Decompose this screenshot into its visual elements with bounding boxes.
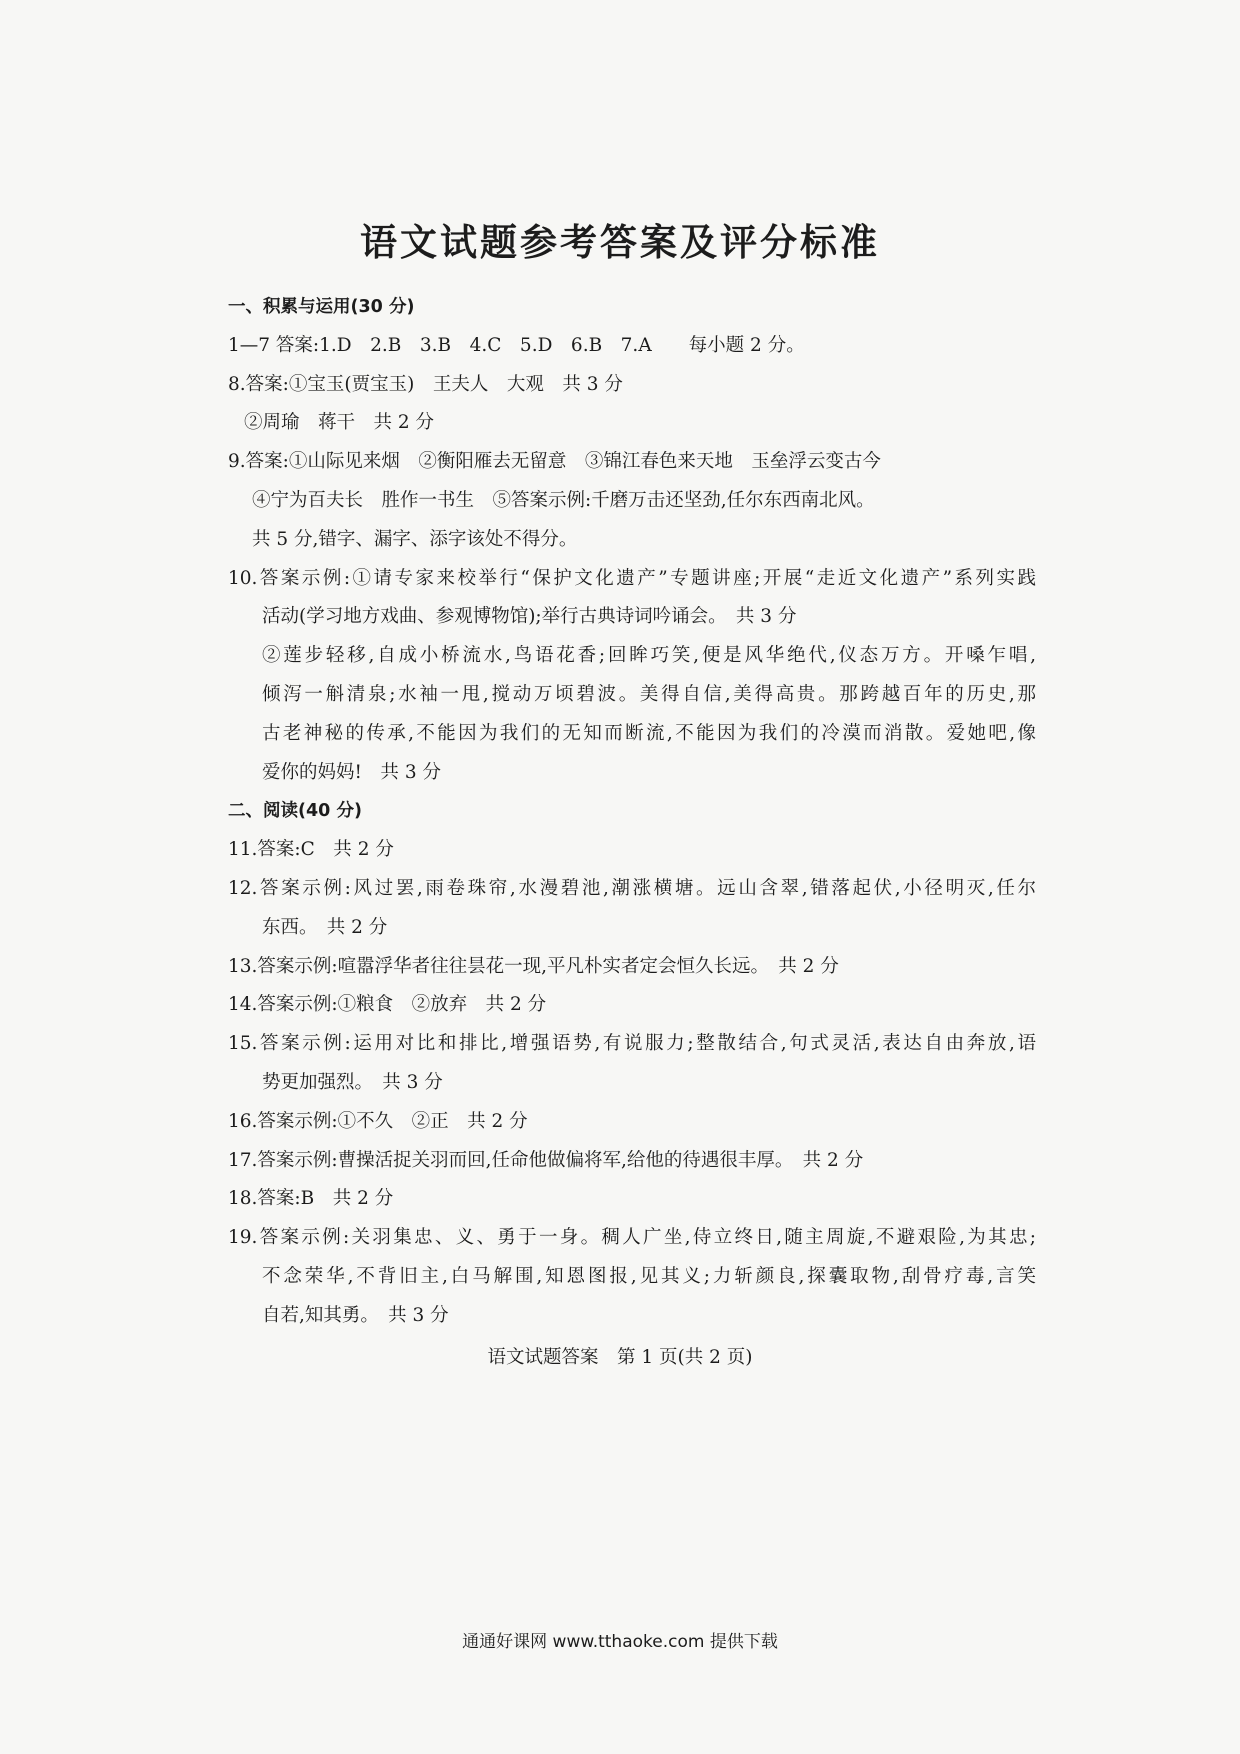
answer-line: 1—7 答案:1.D 2.B 3.B 4.C 5.D 6.B 7.A 每小题 2 分。 (228, 334, 805, 356)
answer-line: 不念荣华,不背旧主,白马解围,知恩图报,见其义;力斩颜良,探囊取物,刮骨疗毒,言笑 (262, 1265, 1036, 1287)
answer-line: 9.答案:①山际见来烟 ②衡阳雁去无留意 ③锦江春色来天地 玉垒浮云变古今 (228, 451, 881, 473)
answer-line: 活动(学习地方戏曲、参观博物馆);举行古典诗词吟诵会。 共 3 分 (262, 606, 797, 628)
answer-line: 12.答案示例:风过罢,雨卷珠帘,水漫碧池,潮涨横塘。远山含翠,错落起伏,小径明灭,任尔 (228, 877, 1036, 899)
document-title: 语文试题参考答案及评分标准 (360, 221, 880, 264)
answer-line: ④宁为百夫长 胜作一书生 ⑤答案示例:千磨万击还坚劲,任尔东西南北风。 (252, 489, 875, 511)
answer-line: 爱你的妈妈! 共 3 分 (262, 761, 441, 783)
answer-line: 自若,知其勇。 共 3 分 (262, 1304, 449, 1326)
answer-line: 18.答案:B 共 2 分 (228, 1188, 394, 1210)
answer-line: 15.答案示例:运用对比和排比,增强语势,有说服力;整散结合,句式灵活,表达自由奔放,语 (228, 1033, 1036, 1055)
section-heading: 一、积累与运用(30 分) (228, 297, 415, 317)
page-number-footer: 语文试题答案 第 1 页(共 2 页) (487, 1347, 753, 1368)
answer-line: 8.答案:①宝玉(贾宝玉) 王夫人 大观 共 3 分 (228, 373, 623, 395)
answer-line: 势更加强烈。 共 3 分 (262, 1071, 443, 1093)
answer-line: 17.答案示例:曹操活捉关羽而回,任命他做偏将军,给他的待遇很丰厚。 共 2 分 (228, 1149, 864, 1171)
answer-line: ②周瑜 蒋干 共 2 分 (244, 412, 435, 434)
section-heading: 二、阅读(40 分) (228, 801, 362, 822)
answer-line: ②莲步轻移,自成小桥流水,鸟语花香;回眸巧笑,便是风华绝代,仪态万方。开嗓乍唱, (262, 645, 1036, 667)
answer-line: 16.答案示例:①不久 ②正 共 2 分 (228, 1110, 528, 1132)
answer-line: 10.答案示例:①请专家来校举行“保护文化遗产”专题讲座;开展“走近文化遗产”系列实践 (228, 567, 1036, 589)
site-footer: 通通好课网 www.tthaoke.com 提供下载 (462, 1632, 778, 1652)
answer-line: 共 5 分,错字、漏字、添字该处不得分。 (252, 528, 578, 550)
answer-line: 13.答案示例:喧嚣浮华者往往昙花一现,平凡朴实者定会恒久长远。 共 2 分 (228, 955, 839, 977)
answer-line: 东西。 共 2 分 (262, 916, 388, 938)
answer-line: 11.答案:C 共 2 分 (228, 839, 394, 861)
answer-line: 19.答案示例:关羽集忠、义、勇于一身。稠人广坐,侍立终日,随主周旋,不避艰险,为其忠; (228, 1227, 1036, 1249)
answer-line: 14.答案示例:①粮食 ②放弃 共 2 分 (228, 994, 547, 1016)
answer-line: 倾泻一斛清泉;水袖一甩,搅动万顷碧波。美得自信,美得高贵。那跨越百年的历史,那 (262, 683, 1036, 705)
answer-line: 古老神秘的传承,不能因为我们的无知而断流,不能因为我们的冷漠而消散。爱她吧,像 (262, 722, 1036, 744)
answer-content (228, 288, 1036, 1336)
